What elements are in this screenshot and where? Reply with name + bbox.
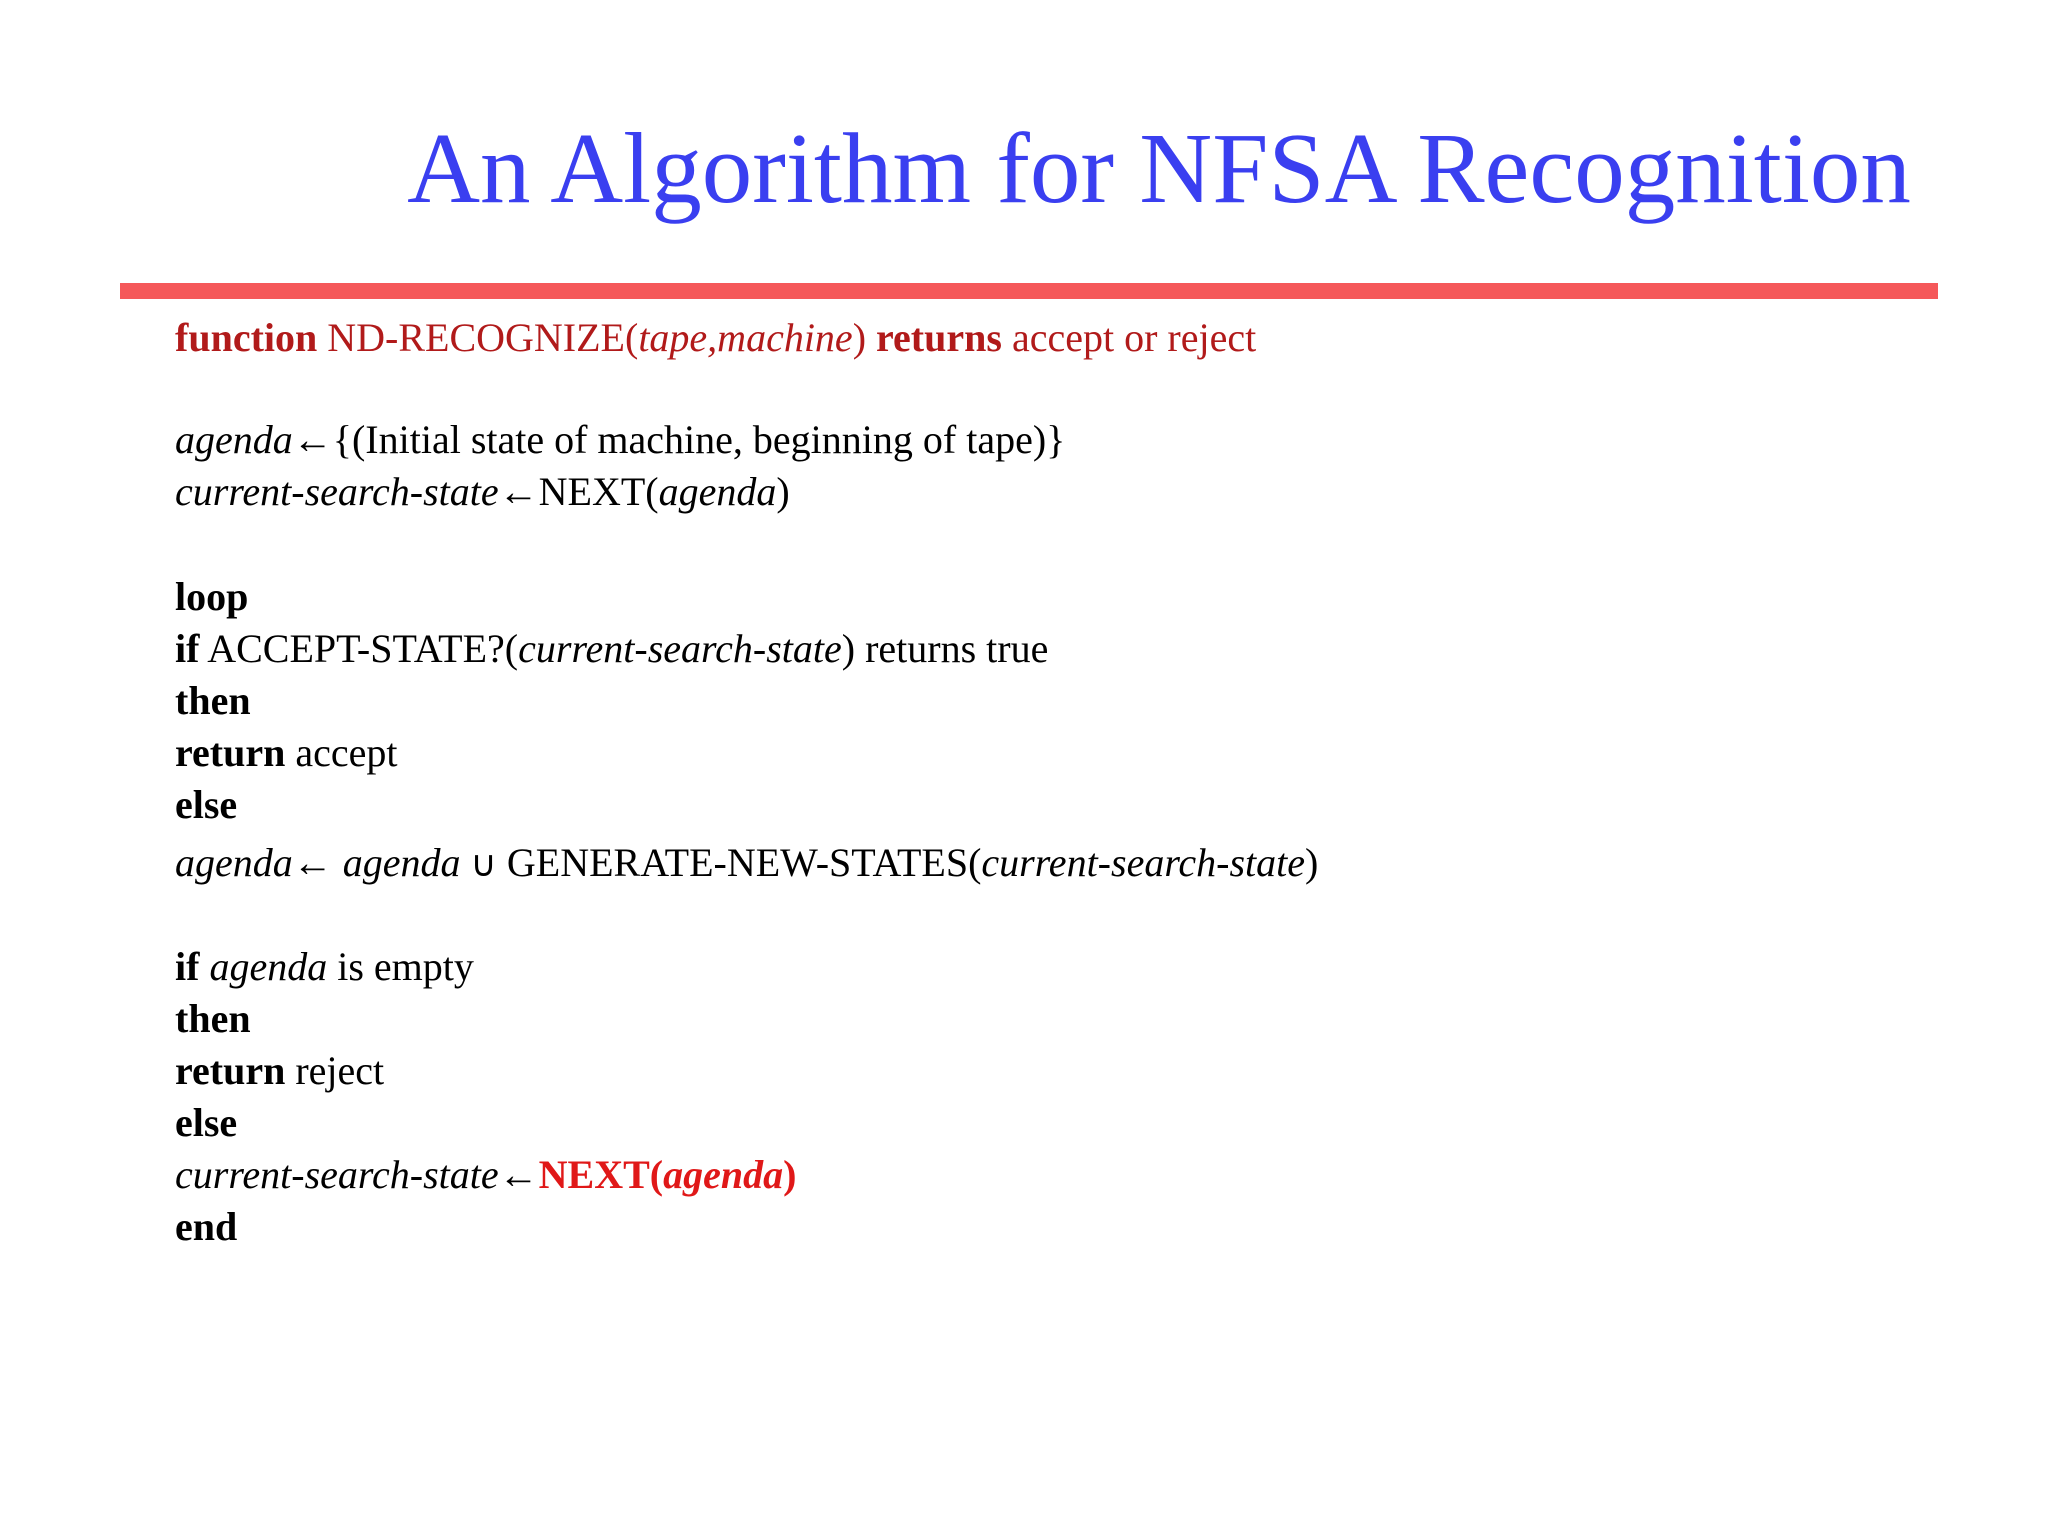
next-state-line <box>175 1150 796 1200</box>
keyword-loop: loop <box>175 574 249 619</box>
slide-title: An Algorithm for NFSA Recognition <box>407 112 1911 224</box>
assign-arrow: ← <box>292 840 333 885</box>
then-line-1 <box>175 676 251 726</box>
accept-state-call: ACCEPT-STATE?( <box>207 626 519 671</box>
agenda-init-value: {(Initial state of machine, beginning of tape)} <box>332 417 1066 462</box>
return-reject-value: reject <box>295 1048 385 1093</box>
function-close-paren: ) <box>852 315 867 360</box>
accept-state-arg: current-search-state <box>518 626 842 671</box>
agenda-update-line <box>175 838 1318 890</box>
keyword-then: then <box>175 678 251 723</box>
title-divider <box>120 283 1938 299</box>
keyword-return: return <box>175 730 286 775</box>
agenda-var: agenda <box>209 944 328 989</box>
accept-state-rest: ) returns true <box>841 626 1049 671</box>
state-var: current-search-state <box>175 1152 499 1197</box>
keyword-returns: returns <box>876 315 1002 360</box>
return-reject-line <box>175 1046 384 1096</box>
if-empty-line <box>175 942 474 992</box>
function-name: ND-RECOGNIZE( <box>327 315 639 360</box>
keyword-function: function <box>175 315 318 360</box>
keyword-else: else <box>175 782 238 827</box>
agenda-var: agenda <box>175 417 293 462</box>
state-var: current-search-state <box>175 469 499 514</box>
return-accept-value: accept <box>295 730 398 775</box>
keyword-return: return <box>175 1048 286 1093</box>
next-arg-highlight: agenda <box>663 1152 784 1197</box>
agenda-var-2: agenda <box>342 840 461 885</box>
end-line <box>175 1202 237 1252</box>
agenda-var: agenda <box>175 840 293 885</box>
generate-close: ) <box>1305 840 1319 885</box>
then-line-2 <box>175 994 251 1044</box>
assign-arrow: ← <box>498 469 539 514</box>
is-empty-text: is empty <box>337 944 474 989</box>
assign-arrow: ← <box>292 417 333 462</box>
return-accept-line <box>175 728 398 778</box>
agenda-init-line <box>175 415 1065 465</box>
next-call-highlight: NEXT( <box>538 1152 664 1197</box>
keyword-end: end <box>175 1204 238 1249</box>
next-close-highlight: ) <box>783 1152 797 1197</box>
keyword-then: then <box>175 996 251 1041</box>
next-close: ) <box>776 469 790 514</box>
next-arg: agenda <box>658 469 777 514</box>
else-line-2 <box>175 1098 237 1148</box>
function-result: accept or reject <box>1011 315 1257 360</box>
keyword-if: if <box>175 944 200 989</box>
keyword-else: else <box>175 1100 238 1145</box>
function-params: tape,machine <box>638 315 853 360</box>
union-symbol: ∪ <box>470 844 497 885</box>
next-call: NEXT( <box>538 469 659 514</box>
else-line-1 <box>175 780 237 830</box>
function-signature-line <box>175 313 1256 363</box>
state-init-line <box>175 467 790 517</box>
generate-arg: current-search-state <box>981 840 1306 885</box>
if-accept-line <box>175 624 1048 674</box>
loop-line <box>175 572 248 622</box>
generate-call: GENERATE-NEW-STATES( <box>506 840 982 885</box>
keyword-if: if <box>175 626 200 671</box>
assign-arrow: ← <box>498 1152 539 1197</box>
